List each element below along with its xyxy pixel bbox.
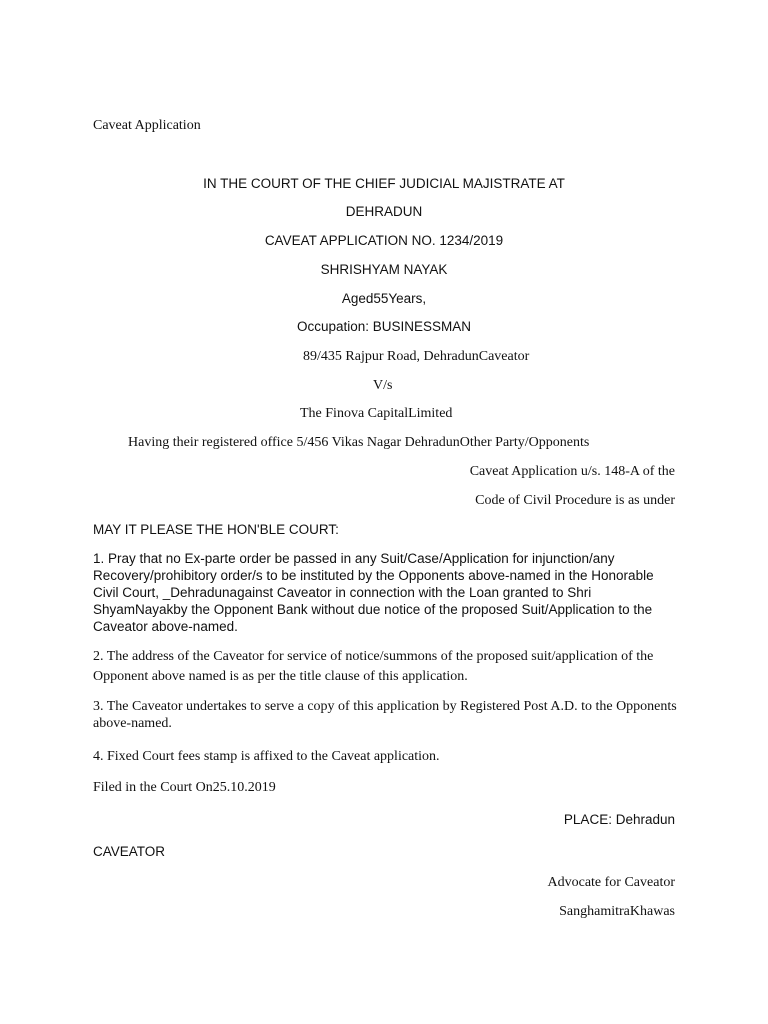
court-title-line2: DEHRADUN — [345, 204, 423, 219]
paragraph-2: 2. The address of the Caveator for service of notice/summons of the proposed suit/application of the Opponent above named is as per the title clause of this application. — [93, 649, 654, 684]
advocate-name: SanghamitraKhawas — [559, 904, 675, 919]
caveator-name: SHRISHYAM NAYAK — [320, 262, 448, 277]
opponent-name: The Finova CapitalLimited — [300, 406, 453, 421]
application-number: CAVEAT APPLICATION NO. 1234/2019 — [264, 233, 504, 248]
paragraph-3: 3. The Caveator undertakes to serve a copy of this application by Registered Post A.D. to the Opponents above-named. — [93, 699, 677, 731]
versus-label: V/s — [373, 378, 393, 393]
under-section-line1: Caveat Application u/s. 148-A of the — [469, 464, 675, 479]
opponent-address: Having their registered office 5/456 Vikas Nagar DehradunOther Party/Opponents — [128, 435, 590, 450]
caveator-signature-label: CAVEATOR — [93, 844, 166, 859]
document-heading: Caveat Application — [93, 118, 201, 133]
filed-date: Filed in the Court On25.10.2019 — [93, 780, 276, 795]
caveator-occupation: Occupation: BUSINESSMAN — [296, 319, 472, 334]
place-label: PLACE: Dehradun — [563, 812, 675, 827]
salutation: MAY IT PLEASE THE HON'BLE COURT: — [93, 522, 339, 537]
caveator-address: 89/435 Rajpur Road, DehradunCaveator — [303, 349, 530, 364]
advocate-label: Advocate for Caveator — [547, 875, 675, 890]
caveator-age: Aged55Years, — [341, 291, 427, 306]
paragraph-4: 4. Fixed Court fees stamp is affixed to the Caveat application. — [93, 749, 440, 764]
paragraph-1: 1. Pray that no Ex-parte order be passed in any Suit/Case/Application for injunction/any Recovery/prohibitory order/s to be instituted by the Opponents above-named in the Honorable Civil Court, _Dehradunagainst Caveator in connection with the Loan granted to Shri ShyamNayakby the Opponent Bank without due notice of the proposed Suit/Application to the Caveator above-named. — [93, 551, 654, 634]
court-title-line1: IN THE COURT OF THE CHIEF JUDICIAL MAJISTRATE AT — [203, 176, 565, 191]
under-section-line2: Code of Civil Procedure is as under — [475, 493, 675, 508]
